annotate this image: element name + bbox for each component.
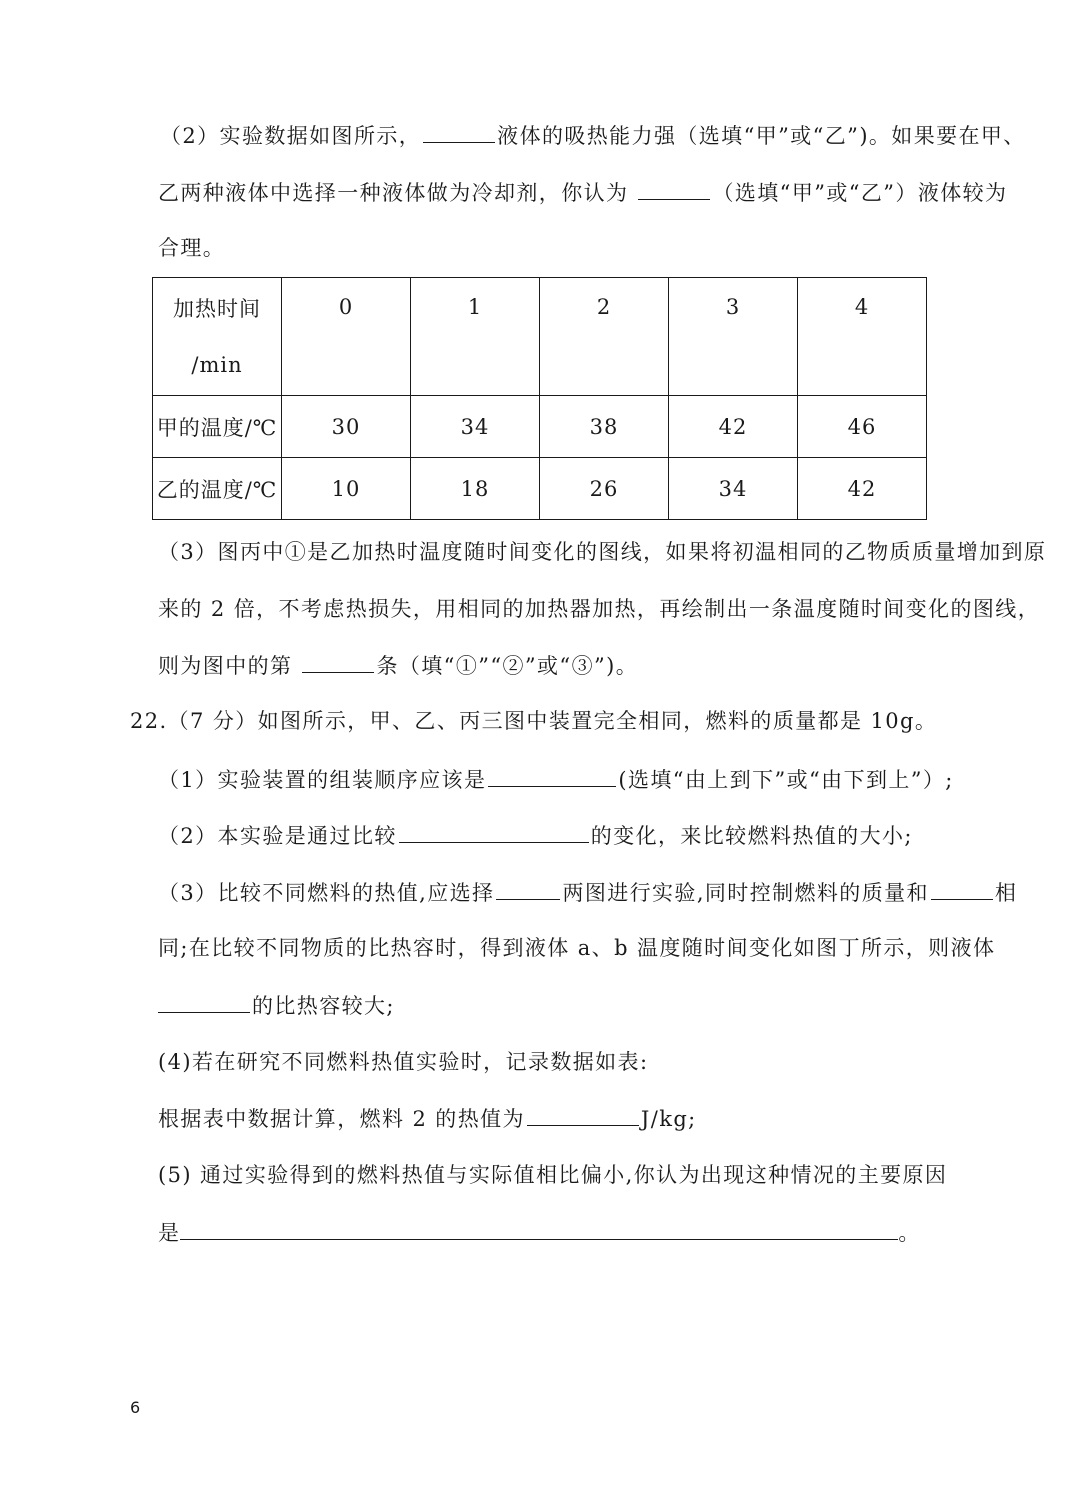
page-number: 6: [130, 1398, 141, 1417]
answer-blank[interactable]: [527, 1103, 639, 1126]
q21-part3-line3: [158, 650, 638, 681]
time-value: 0: [338, 294, 354, 319]
row-label: 乙的温度/℃: [153, 458, 282, 520]
q21-part2-line3: 合理。: [158, 236, 226, 260]
header-time-cell: [282, 278, 411, 396]
q22-part3-line2: 同;在比较不同物质的比热容时，得到液体 a、b 温度随时间变化如图丁所示，则液体: [158, 936, 996, 960]
table-cell: 38: [540, 396, 669, 458]
text: 的变化，来比较燃料热值的大小;: [590, 824, 913, 848]
text: 。: [898, 1221, 921, 1245]
text: 乙两种液体中选择一种液体做为冷却剂，你认为: [158, 181, 637, 205]
row-label: 甲的温度/℃: [153, 396, 282, 458]
table-cell: 46: [798, 396, 927, 458]
answer-blank[interactable]: [399, 820, 589, 843]
table-header-row: [153, 278, 927, 396]
answer-blank[interactable]: [423, 120, 495, 143]
answer-blank[interactable]: [488, 764, 616, 787]
text: （2）实验数据如图所示，: [160, 124, 422, 148]
text: (选填“由上到下”或“由下到上”）;: [618, 768, 954, 792]
text: （2）本实验是通过比较: [158, 824, 397, 848]
answer-blank[interactable]: [496, 877, 560, 900]
text: （1）实验装置的组装顺序应该是: [158, 768, 487, 792]
q22-part5-line1: (5) 通过实验得到的燃料热值与实际值相比偏小,你认为出现这种情况的主要原因: [158, 1163, 948, 1187]
text: 条（填“①”“②”或“③”)。: [376, 654, 639, 678]
text: （3）比较不同燃料的热值,应选择: [158, 881, 495, 905]
q22-title: 22.（7 分）如图所示，甲、乙、丙三图中装置完全相同，燃料的质量都是 10g。: [130, 709, 938, 733]
text: 两图进行实验,同时控制燃料的质量和: [562, 881, 929, 905]
header-label-line2: /min: [191, 352, 243, 377]
answer-blank[interactable]: [931, 877, 993, 900]
header-label-cell: [153, 278, 282, 396]
header-time-cell: [540, 278, 669, 396]
table-cell: 26: [540, 458, 669, 520]
text: （选填“甲”或“乙”）液体较为: [712, 181, 1008, 205]
q22-part2: [158, 820, 913, 851]
q21-part3-line1: （3）图丙中①是乙加热时温度随时间变化的图线，如果将初温相同的乙物质质量增加到原: [158, 540, 1047, 564]
text: 根据表中数据计算，燃料 2 的热值为: [158, 1107, 525, 1131]
q21-part2-line2: [158, 177, 1007, 208]
q22-part5-line2: [158, 1217, 921, 1248]
header-time-cell: [669, 278, 798, 396]
text: J/kg;: [640, 1107, 697, 1131]
q21-part2-line1: [160, 120, 1026, 151]
header-time-cell: [411, 278, 540, 396]
table-row: [153, 396, 927, 458]
answer-blank[interactable]: [302, 650, 374, 673]
table-cell: 34: [411, 396, 540, 458]
answer-blank[interactable]: [180, 1217, 898, 1240]
q21-part3-line2: 来的 2 倍，不考虑热损失，用相同的加热器加热，再绘制出一条温度随时间变化的图线，: [158, 597, 1041, 621]
q22-part3-line1: [158, 877, 1017, 908]
table-cell: 10: [282, 458, 411, 520]
table-cell: 42: [798, 458, 927, 520]
text: 的比热容较大;: [252, 994, 395, 1018]
q22-part4-line2: [158, 1103, 697, 1134]
answer-blank[interactable]: [158, 990, 250, 1013]
q22-part4-line1: (4)若在研究不同燃料热值实验时，记录数据如表:: [158, 1050, 649, 1074]
time-value: 4: [854, 294, 870, 319]
time-value: 2: [596, 294, 612, 319]
time-value: 1: [467, 294, 483, 319]
temperature-table: [152, 277, 927, 520]
text: 液体的吸热能力强（选填“甲”或“乙”)。如果要在甲、: [497, 124, 1026, 148]
q22-part3-line3: [158, 990, 395, 1021]
answer-blank[interactable]: [638, 177, 710, 200]
table-row: [153, 458, 927, 520]
header-time-cell: [798, 278, 927, 396]
table-cell: 18: [411, 458, 540, 520]
text: 则为图中的第: [158, 654, 301, 678]
text: 相: [994, 881, 1018, 905]
table-cell: 34: [669, 458, 798, 520]
time-value: 3: [725, 294, 741, 319]
text: 是: [158, 1221, 181, 1245]
q22-part1: [158, 764, 954, 795]
header-label-line1: 加热时间: [173, 296, 261, 321]
table-cell: 30: [282, 396, 411, 458]
table-cell: 42: [669, 396, 798, 458]
